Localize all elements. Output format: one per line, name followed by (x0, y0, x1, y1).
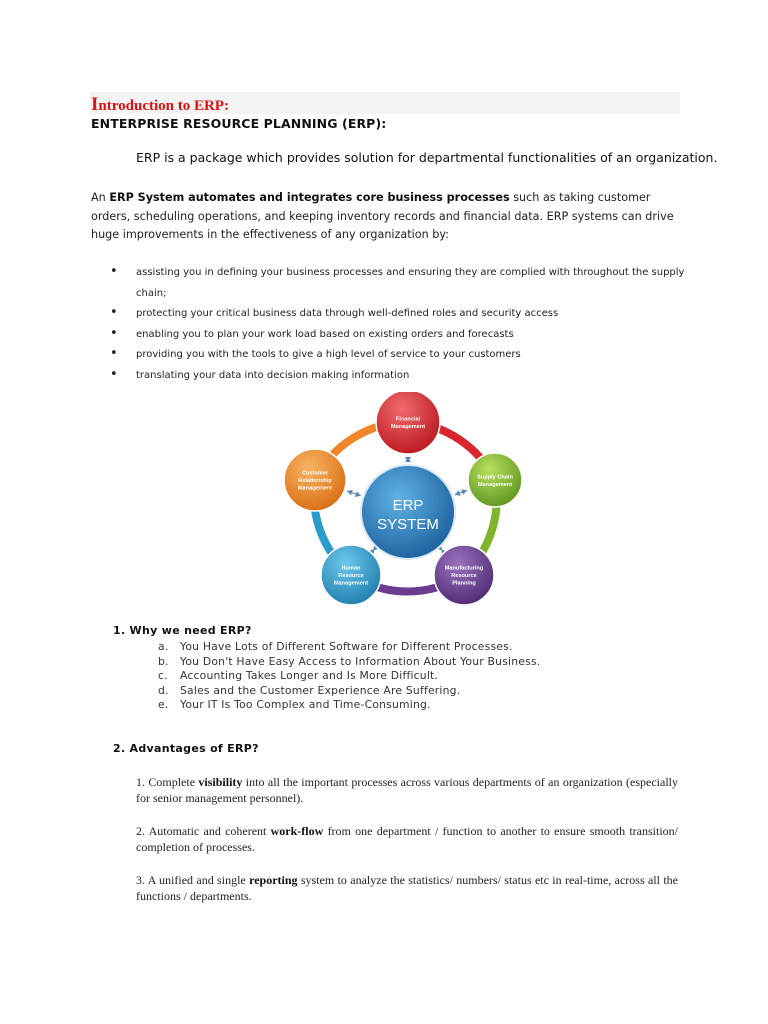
intro-paragraph (91, 189, 691, 245)
node-label: Management (390, 423, 426, 430)
benefit-bullet-list (108, 263, 688, 386)
advantage-item (136, 872, 678, 904)
advantage-rest: from one department / function to another to ensure smooth transition/ completion of processes. (136, 824, 678, 854)
advantage-prefix: 3. A unified and single (136, 873, 250, 887)
item-text: Your IT Is Too Complex and Time-Consuming. (180, 698, 431, 712)
advantage-keyword: reporting (249, 873, 298, 887)
why-item (158, 640, 540, 655)
node-label: Resource (451, 573, 477, 579)
node-label: Relationship (298, 478, 332, 484)
bullet-item (108, 345, 688, 366)
why-item (158, 655, 540, 670)
title-rest: ntroduction to ERP: (98, 98, 229, 114)
advantage-prefix: 1. Complete (136, 775, 199, 789)
advantage-rest: system to analyze the statistics/ numbers/ status etc in real-time, across all the functions / departments. (136, 873, 678, 903)
node-label: Customer (301, 470, 329, 477)
why-list (158, 640, 540, 713)
node-label: Financial (395, 416, 421, 423)
bullet-dot-icon: • (110, 325, 118, 341)
node-label: Human (341, 565, 361, 572)
item-letter: c. (158, 669, 168, 683)
bullet-dot-icon: • (110, 346, 118, 361)
item-text: Sales and the Customer Experience Are Suffering. (180, 683, 461, 697)
bullet-text: enabling you to plan your work load based on existing orders and forecasts (136, 328, 514, 340)
item-text: Accounting Takes Longer and Is More Difficult. (180, 669, 439, 683)
intro-prefix: An (91, 191, 110, 204)
node-label: Management (333, 580, 369, 587)
section-advantages-heading: 2. Advantages of ERP? (113, 742, 259, 755)
erp-system-diagram (270, 392, 560, 612)
center-label-line2: SYSTEM (377, 516, 439, 533)
node-label: Planning (452, 580, 476, 587)
bullet-text: protecting your critical business data through well-defined roles and security access (136, 308, 559, 319)
page-subtitle: ENTERPRISE RESOURCE PLANNING (ERP): (91, 116, 387, 131)
bullet-dot-icon: • (110, 305, 118, 320)
bullet-text: assisting you in defining your business processes and ensuring they are complied with throughout the supply chain; (136, 267, 685, 299)
item-text: You Have Lots of Different Software for Different Processes. (180, 640, 513, 653)
intro-bold: ERP System automates and integrates core business processes (109, 191, 510, 204)
item-letter: a. (158, 640, 169, 653)
advantage-item (136, 774, 678, 806)
bullet-text: providing you with the tools to give a high level of service to your customers (136, 349, 521, 360)
item-letter: e. (158, 698, 169, 712)
node-label: Management (297, 485, 333, 492)
node-label: Supply Chain (477, 474, 513, 481)
advantage-rest: into all the important processes across various departments of an organization (especially for senior management personnel). (136, 775, 678, 805)
bullet-item (108, 325, 688, 346)
advantage-item (136, 823, 678, 855)
intro-rest: such as taking customer orders, scheduling operations, and keeping inventory records and financial data. ERP systems can drive huge improvements in the effectiveness of any organization by: (91, 191, 674, 241)
node-label: Management (477, 481, 513, 488)
bullet-dot-icon: • (110, 366, 118, 382)
bullet-item (108, 366, 688, 387)
bullet-text: translating your data into decision making information (136, 369, 410, 381)
node-label: Manufacturing (444, 565, 484, 572)
why-item (158, 669, 540, 684)
advantage-prefix: 2. Automatic and coherent (136, 824, 271, 838)
center-label-line1: ERP (392, 497, 424, 514)
advantage-keyword: work-flow (270, 824, 324, 838)
title-initial: I (91, 94, 99, 115)
section-why-heading: 1. Why we need ERP? (113, 624, 252, 637)
bullet-item (108, 304, 688, 325)
bullet-item (108, 263, 688, 304)
lead-sentence: ERP is a package which provides solution for departmental functionalities of an organization. (136, 150, 718, 165)
item-text: You Don't Have Easy Access to Information About Your Business. (180, 654, 541, 668)
page-title (91, 94, 229, 116)
bullet-dot-icon: • (110, 264, 118, 279)
why-item (158, 698, 540, 713)
node-label: Resource (338, 573, 364, 579)
why-item (158, 684, 540, 699)
item-letter: d. (158, 683, 169, 697)
advantage-keyword: visibility (198, 775, 243, 789)
item-letter: b. (158, 654, 169, 668)
